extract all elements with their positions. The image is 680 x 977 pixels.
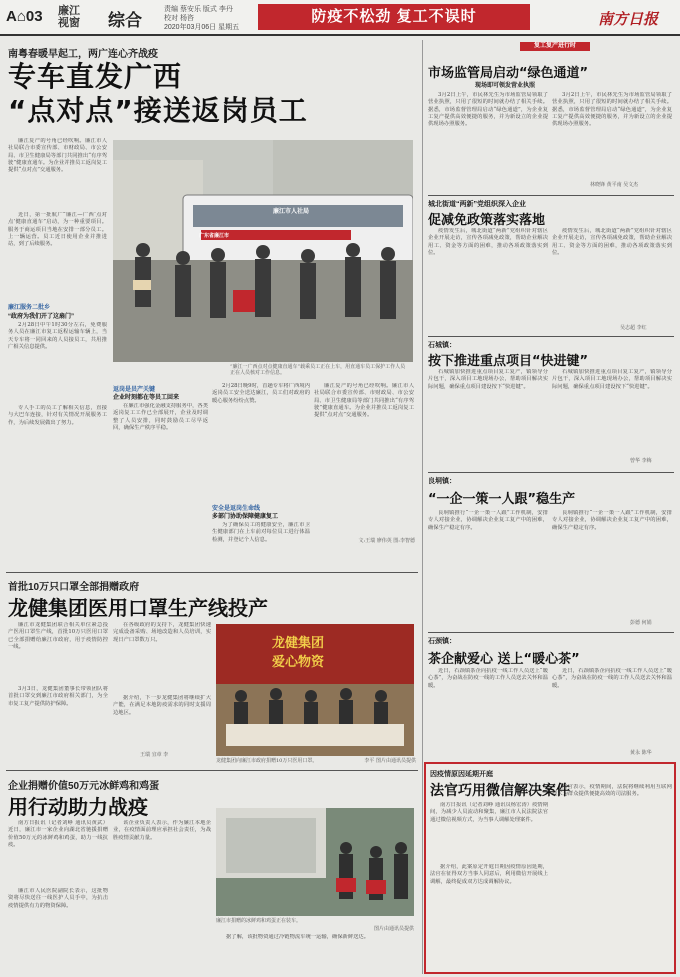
lead-photo [113,140,413,362]
lead-headline-line2: “点对点”接送返岗员工 [8,94,308,127]
bus-sign-text: 广东省廉江市 [199,233,230,239]
rail-a1-title: 市场监管局启动“绿色通道” [428,66,589,81]
divider [6,572,418,573]
ice-photo [216,808,414,916]
rail-a5-body: 近日，石颈镇茶企向抗疫一线工作人员送上“暖心茶”，为奋战在防疫一线的工作人员送去关怀和温暖。 [428,668,548,689]
rail-tag: 复工复产进行时 [520,42,590,51]
lead-subhead-3: 安全是返岗生命线 [212,506,261,512]
lead-subhead-1b: “政府为我们开了这扇门” [8,314,75,320]
rail-a1-body-2: 3月2日上午，市民林先生为市场监管局领取了营业执照，只用了很短的时间就办结了相关手续。据悉，市场监督管理局启动“绿色通道”，为企业复工复产提供高效便捷的服务，并为新设立的企业提供现场办照服务。 [552,92,672,128]
lead-headline [8,60,308,128]
meta-date: 2020年03月06日 星期五 [164,24,240,31]
lead-subhead-3b: 多部门协助保障健康复工 [212,514,279,520]
slogan-banner: 防疫不松劲 复工不误时 [258,4,530,30]
lead-byline: 文:王瑞 廖伟英 图:李智德 [358,538,415,544]
lead-body-4: 专人手工的员工了解相关信息，直接与大巴车连接，针对有关情况开展服务工作，为后续发展做出了努力。 [8,405,107,426]
lead-headline-line1: 专车直发广西 [8,60,183,93]
bus-banner [273,206,309,215]
rail-a4-kicker: 良垌镇： [428,478,456,485]
lead-kicker: 南粤春暖早起工，两广连心齐战疫 [8,49,158,60]
divider [428,632,674,633]
ice-kicker: 企业捐赠价值50万元冰鲜鸡和鸡蛋 [8,781,160,792]
divider [428,472,674,473]
rail-a3-byline: 曾华 李梅 [630,458,652,464]
masks-photo-banner [272,632,324,670]
rail-a2-body-2: 疫情发生后，城北街道“两新”党组织针对辖区企业开展走访，宣传各项减免政策，帮助企业解决用工、资金等方面的困难，推动各项政策落实到位。 [552,228,672,256]
lead-body-6: 2月28日晚9时，首趟专车将广西境内返岗员工安全送达廉江，员工们对政府的暖心服务纷纷点赞。 [212,383,310,404]
rail-a5-kicker: 石颈镇： [428,638,456,645]
masks-photo-caption: 龙健集团向廉江市政府捐赠10万只医用口罩。 [216,758,318,764]
ice-photo-art [216,808,414,916]
rail-a4-byline: 彭德 何娟 [630,620,652,626]
bus-sign [199,232,229,239]
masks-body-4: 据介绍，下一步龙健集团将继续扩大产能，在满足本地防疫需求的同时支援周边地区。 [113,695,211,716]
lead-body-7b: 廉江复产的号角已经吹响。廉江市人社局联合市委宣传部、市财政局、市公安局、市卫生健康局等部门共同推出“有序驾驶”健康直通车。为企业并推员工返岗复工提供“点对点”交通服务。 [314,383,414,419]
masks-byline: 王瑞 宜章 李 [140,752,169,758]
ice-headline: 用行动助力战疫 [8,795,148,819]
lead-body-2: 近日，第一批航广“廉江—广西‘点对点’健康直通车”启动，为一种重要项目。服务于商运项目当地在安排一部分员工。上一辆运营。员工近日使用企业并推进站，到了后续服务。 [8,212,107,248]
rail-a1-body: 3月2日上午，市民林先生为市场监管局领取了营业执照，只用了很短的时间就办结了相关手续。据悉，市场监督管理局启动“绿色通道”，为企业复工复产提供高效便捷的服务，并为新设立的企业提供现场办照服务。 [428,92,548,128]
rail-divider [422,40,423,974]
newspaper-logo: 南方日报 [598,10,659,28]
lead-subhead-1: 廉江服务二批乡 [8,305,51,311]
lead-body-3: 2月28日中午1时30分左右，免费服务人员在廉江市复工返程运输车辆上，当天专车将一同回来的人员接员工，共用推广相关信息提供。 [8,322,107,350]
masks-photo-banner-1: 龙健集团 [272,636,325,651]
rail-a2-body: 疫情发生后，城北街道“两新”党组织针对辖区企业开展走访，宣传各项减免政策，帮助企业解决用工、资金等方面的困难，推动各项政策落实到位。 [428,228,548,256]
rail-a1-byline: 林晓锋 黄平南 吴文杰 [590,182,639,188]
rail-a4-body-2: 良垌镇推行“一企一策一人跟”工作机制，安排专人对接企业，协调解决企业复工复产中的困难，确保生产稳定有序。 [552,510,672,531]
highlight-article [424,762,676,974]
bus-banner-text: 廉江市人社局 [273,209,310,215]
masks-photo-credit: 李平 图片由通讯员提供 [364,758,416,764]
ice-photo-caption: 廉江市捐赠的冰鲜鸡和鸡蛋正在装车。 [216,918,302,924]
rail-a4-body: 良垌镇推行“一企一策一人跟”工作机制，安排专人对接企业，协调解决企业复工复产中的困难，确保生产稳定有序。 [428,510,548,531]
masks-body-1: 廉江市龙健集团联合相关单位紧急投产医用口罩生产线，首批10万只医用口罩已全部捐赠给廉江市政府，用于疫情防控一线。 [8,622,108,650]
rail-a3-body: 石城镇加快推进重点项目复工复产，镇领导分片包干，深入项目工地现场办公，帮助项目解决实际问题，确保重点项目建设按下“快进键”。 [428,369,548,390]
masks-headline: 龙健集团医用口罩生产线投产 [8,596,268,620]
lead-body-7: 为了确保员工的健康安全，廉江市卫生健康部门在上车前对每位员工进行体温检测，并登记个人信息。 [212,522,310,543]
divider [6,770,418,771]
rail-a4-title: “一企一策一人跟”稳生产 [428,492,576,507]
divider [428,195,674,196]
rail-a3-body-2: 石城镇加快推进重点项目复工复产，镇领导分片包干，深入项目工地现场办公，帮助项目解决实际问题，确保重点项目建设按下“快进键”。 [552,369,672,390]
rail-a5-title: 茶企献爱心 送上“暖心茶” [428,652,580,667]
lead-body-5: 在廉江市强化金融支持服务中，各类返岗复工工作已全部展开，企业及时调整了人员安排，同时鼓励员工尽早返回，确保生产秩序平稳。 [113,403,208,431]
masthead [0,0,680,36]
masks-body-3: 在各级政府的支持下，龙健集团快速完成设备采购、场地改造和人员培训，实现日产口罩数万只。 [113,622,211,643]
meta-editors: 责编 蔡安乐 版式 李丹 [164,6,233,13]
section-name [58,5,80,29]
rail-a3-kicker: 石城镇： [428,342,456,349]
lead-body-1: 廉江复产的号角已经吹响。廉江市人社局联合市委宣传部、市财政局、市公安局、市卫生健康局等部门共同推出“有序驾驶”健康直通车。为企业并推员工返岗复工提供“点对点”交通服务。 [8,138,107,174]
masks-photo [216,624,414,756]
ice-body-4: 据了解，该批物资通过冷链物流车统一运输，确保新鲜送达。 [226,934,370,940]
rail-a2-byline: 吴志超 李红 [620,325,647,331]
rail-a6-body-3: 法官表示，疫情期间，法院将继续利用互联网技术为群众提供便捷高效的司法服务。 [552,784,672,798]
rail-a2-title: 促减免政策落实落地 [428,213,546,228]
rail-a6-body-2: 据介绍，此案原定开庭日期因疫情原因延期，法官在征得双方当事人同意后，利用微信开展线上调解，最终促成双方达成调解协议。 [430,864,548,885]
section-name-bottom: 视窗 [58,17,80,29]
ice-photo-credit: 图片由通讯员提供 [373,926,414,932]
divider [428,336,674,337]
rail-a5-byline: 黄永 陈华 [630,750,652,756]
lead-photo-caption: “廉江一广西点对点健康直通车”载乘员工正在上车，用直通车员工保护工作人员正在人员核对工作信息。 [230,364,406,376]
lead-subhead-2b: 企业时刻都在等员工回来 [113,395,180,401]
ice-body-2: 廉江市人民医院副院长表示，这批物资将尽快送往一线医护人员手中，为抗击疫情提供有力的物资保障。 [8,888,108,909]
page-number: A⌂03 [6,8,43,25]
column-name: 综合 [108,11,142,30]
rail-a6-kicker: 因疫情原因延期开庭 [430,771,493,778]
rail-a5-body-2: 近日，石颈镇茶企向抗疫一线工作人员送上“暖心茶”，为奋战在防疫一线的工作人员送去关怀和温暖。 [552,668,672,689]
masks-body-2: 3月3日，龙健集团董事长带领团队将首批口罩交到廉江市政府相关部门，为全市复工复产提供防护保障。 [8,686,108,707]
meta-proof: 校对 杨咨 [164,15,194,22]
section-name-top: 廉江 [58,5,80,17]
rail-a6-body-1: 南方日报讯（记者刘峥 通讯员杨宏涛）疫情期间，为减少人员流动和聚集，廉江市人民法院法官通过微信视频方式，为当事人调解处理案件。 [430,802,548,823]
edition-meta [164,5,254,32]
ice-body-1: 南方日报讯（记者刘峥 通讯员黄武）近日，廉江市一家企业向湖北省驰援捐赠价值50万元的冰鲜鸡和鸡蛋，助力一线抗疫。 [8,820,108,848]
lead-photo-art [113,140,413,362]
masks-kicker: 首批10万只口罩全部捐赠政府 [8,582,140,593]
lead-subhead-2: 返岗是员产关键 [113,387,156,393]
rail-a3-title: 按下推进重点项目“快进键” [428,354,589,369]
ice-body-3: 该企业负责人表示，作为廉江本地企业，在疫情面前理应承担社会责任，为战胜疫情贡献力量。 [113,820,211,841]
rail-a6-title: 法官巧用微信解决案件 [430,783,570,799]
rail-a2-kicker: 城北街道“两新”党组织深入企业 [428,201,526,208]
rail-a1-sub: 现场即可领发营业执照 [475,83,536,89]
masks-photo-banner-2: 爱心物资 [272,655,325,670]
